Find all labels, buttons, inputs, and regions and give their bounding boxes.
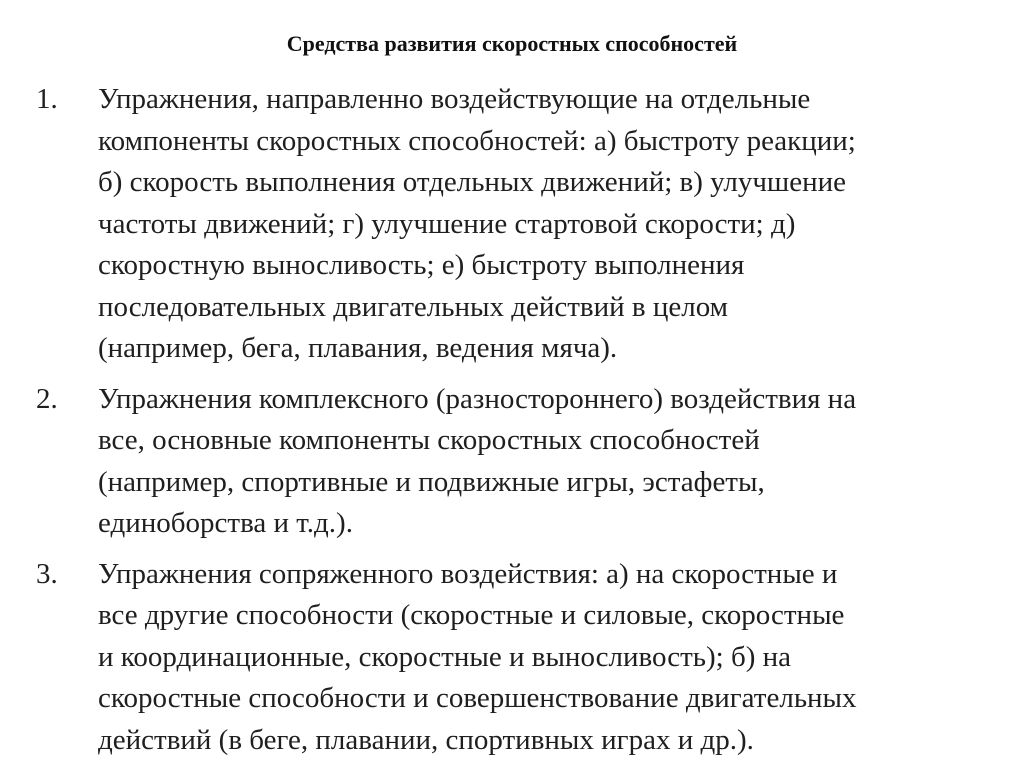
item-text-line: скоростные способности и совершенствование двигательных (98, 682, 857, 714)
item-text-line: частоты движений; г) улучшение стартовой скорости; д) (98, 207, 796, 240)
slide-title: Средства развития скоростных способностей (286, 31, 738, 56)
item-text-line: Упражнения комплексного (разностороннего) воздействия на (98, 382, 857, 415)
item-text-line: и координационные, скоростные и выносливость); б) на (98, 640, 792, 673)
item-text-line: скоростную выносливость; е) быстроту выполнения (98, 249, 745, 281)
item-text-line: единоборства и т.д.). (98, 507, 353, 539)
item-text-line: компоненты скоростных способностей: а) быстроту реакции; (98, 124, 856, 157)
item-number: 2. (36, 382, 58, 415)
item-text-line: действий (в беге, плавании, спортивных играх и др.). (98, 723, 754, 756)
item-text-line: б) скорость выполнения отдельных движений; в) улучшение (98, 166, 847, 198)
item-text-line: последовательных двигательных действий в целом (98, 290, 729, 323)
item-text-line: все другие способности (скоростные и силовые, скоростные (98, 599, 845, 631)
item-text-line: Упражнения, направленно воздействующие на отдельные (98, 83, 811, 115)
means-list (36, 79, 996, 761)
list-item-1 (36, 79, 996, 370)
item-number: 3. (36, 557, 58, 590)
item-text-line: (например, бега, плавания, ведения мяча). (98, 332, 618, 364)
list-item-2 (36, 379, 996, 545)
item-text-line: Упражнения сопряженного воздействия: а) на скоростные и (98, 557, 838, 590)
item-text-line: (например, спортивные и подвижные игры, эстафеты, (98, 465, 765, 498)
item-text-line: все, основные компоненты скоростных способностей (98, 424, 760, 456)
list-item-3 (36, 554, 996, 762)
item-number: 1. (36, 83, 58, 115)
